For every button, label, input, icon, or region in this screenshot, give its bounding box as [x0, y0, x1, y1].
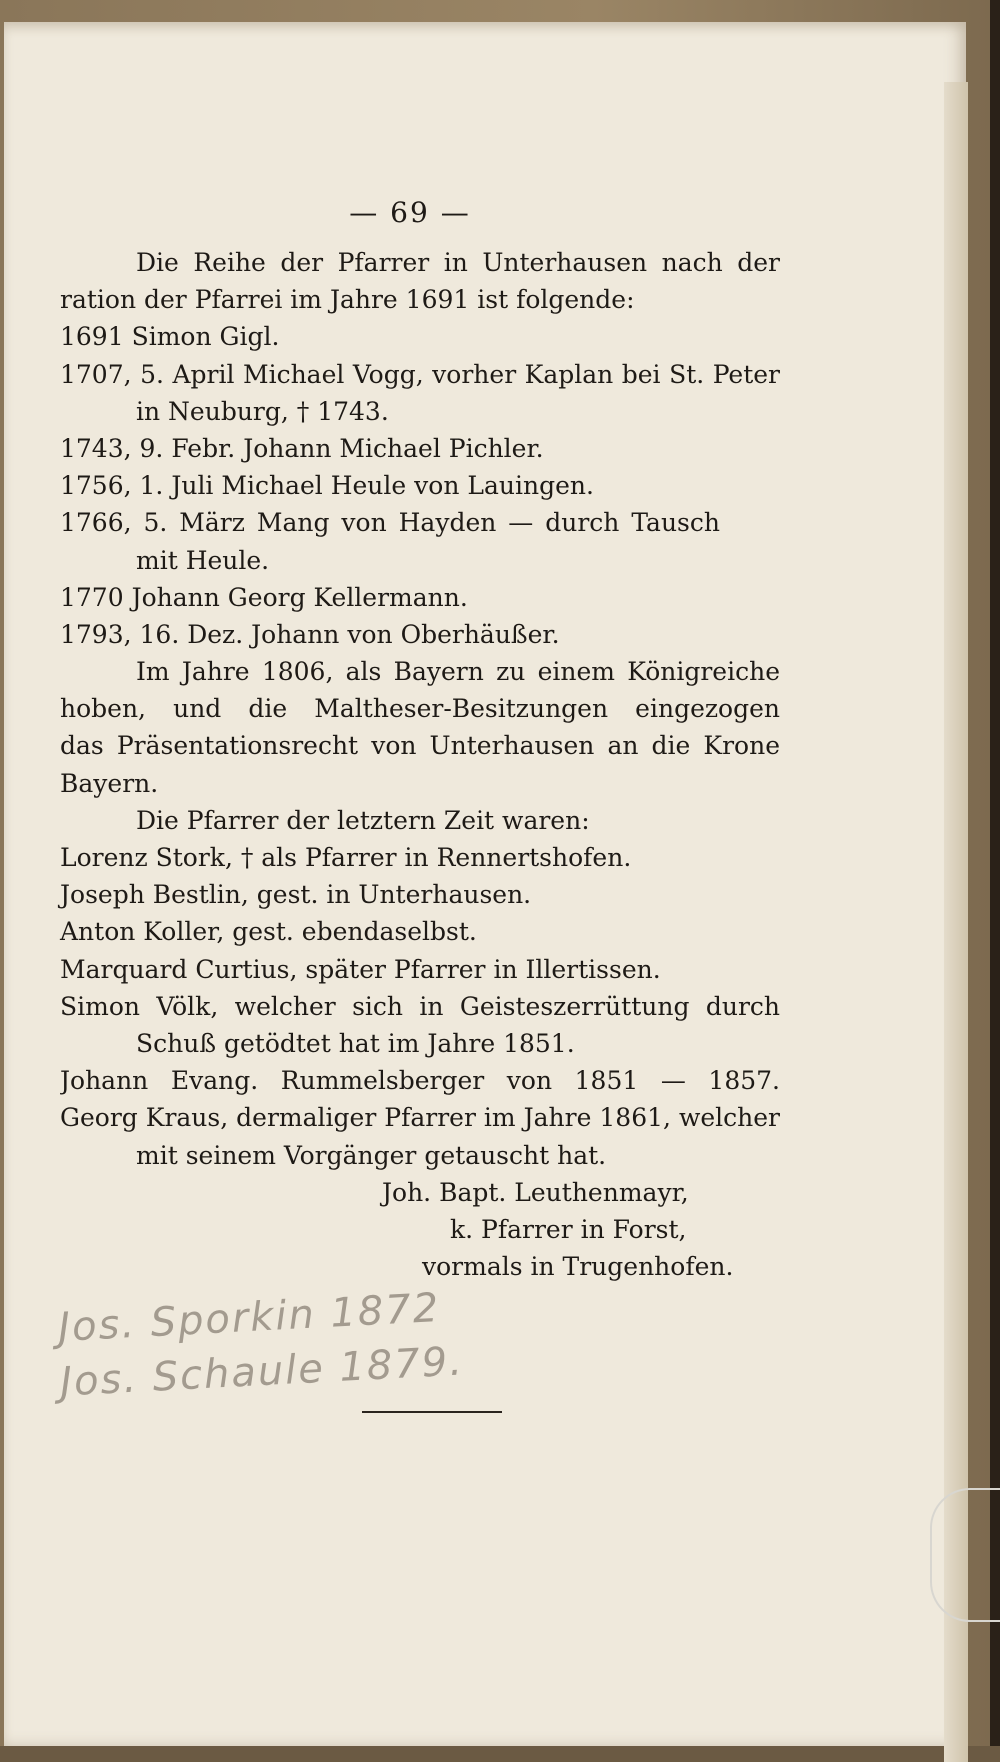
- text-line: in Neuburg, † 1743.: [136, 396, 389, 426]
- text-line: Joseph Bestlin, gest. in Unterhausen.: [60, 880, 532, 910]
- text-line: hoben, und die Maltheser-Besitzungen eingezogen: [60, 694, 780, 724]
- text-line: das Präsentationsrecht von Unterhausen an die Krone: [60, 731, 780, 761]
- text-line: 1766, 5. März Mang von Hayden — durch Tausch: [60, 508, 720, 538]
- signature-line: Joh. Bapt. Leuthenmayr,: [382, 1177, 689, 1207]
- signature-line: vormals in Trugenhofen.: [422, 1252, 734, 1282]
- page-text: [60, 244, 780, 1285]
- handwritten-note: Jos. Schaule 1879.: [59, 1338, 466, 1406]
- text-line: Georg Kraus, dermaliger Pfarrer im Jahre 1861, welcher: [60, 1103, 780, 1133]
- text-line: Simon Völk, welcher sich in Geisteszerrüttung durch: [60, 991, 780, 1021]
- handwritten-pencil-notes: [57, 1285, 466, 1415]
- text-line: Die Reihe der Pfarrer in Unterhausen nach der: [136, 248, 780, 277]
- text-line: ration der Pfarrei im Jahre 1691 ist folgende:: [60, 285, 635, 315]
- text-line: Schuß getödtet hat im Jahre 1851.: [136, 1028, 575, 1058]
- text-line: Anton Koller, gest. ebendaselbst.: [60, 917, 477, 947]
- paper-clip: [930, 1488, 1000, 1622]
- text-line: 1770 Johann Georg Kellermann.: [60, 582, 468, 612]
- text-line: Bayern.: [60, 768, 159, 798]
- text-line: Johann Evang. Rummelsberger von 1851 — 1857.: [60, 1066, 780, 1096]
- text-line: Marquard Curtius, später Pfarrer in Illertissen.: [60, 954, 661, 984]
- signature-line: k. Pfarrer in Forst,: [450, 1214, 687, 1244]
- text-line: 1691 Simon Gigl.: [60, 322, 280, 352]
- page-number: — 69 —: [349, 196, 471, 229]
- text-line: 1707, 5. April Michael Vogg, vorher Kaplan bei St. Peter: [60, 359, 780, 389]
- text-line: 1756, 1. Juli Michael Heule von Lauingen.: [60, 471, 594, 501]
- text-line: 1743, 9. Febr. Johann Michael Pichler.: [60, 433, 544, 463]
- text-line: Lorenz Stork, † als Pfarrer in Rennertshofen.: [60, 843, 632, 872]
- text-line: 1793, 16. Dez. Johann von Oberhäußer.: [60, 619, 560, 649]
- text-line: Im Jahre 1806, als Bayern zu einem Königreiche: [136, 657, 780, 687]
- end-rule: [362, 1411, 502, 1413]
- text-line: Die Pfarrer der letztern Zeit waren:: [136, 805, 590, 835]
- text-line: mit Heule.: [136, 545, 270, 575]
- text-line: mit seinem Vorgänger getauscht hat.: [136, 1140, 607, 1170]
- handwritten-note: Jos. Sporkin 1872: [57, 1285, 442, 1351]
